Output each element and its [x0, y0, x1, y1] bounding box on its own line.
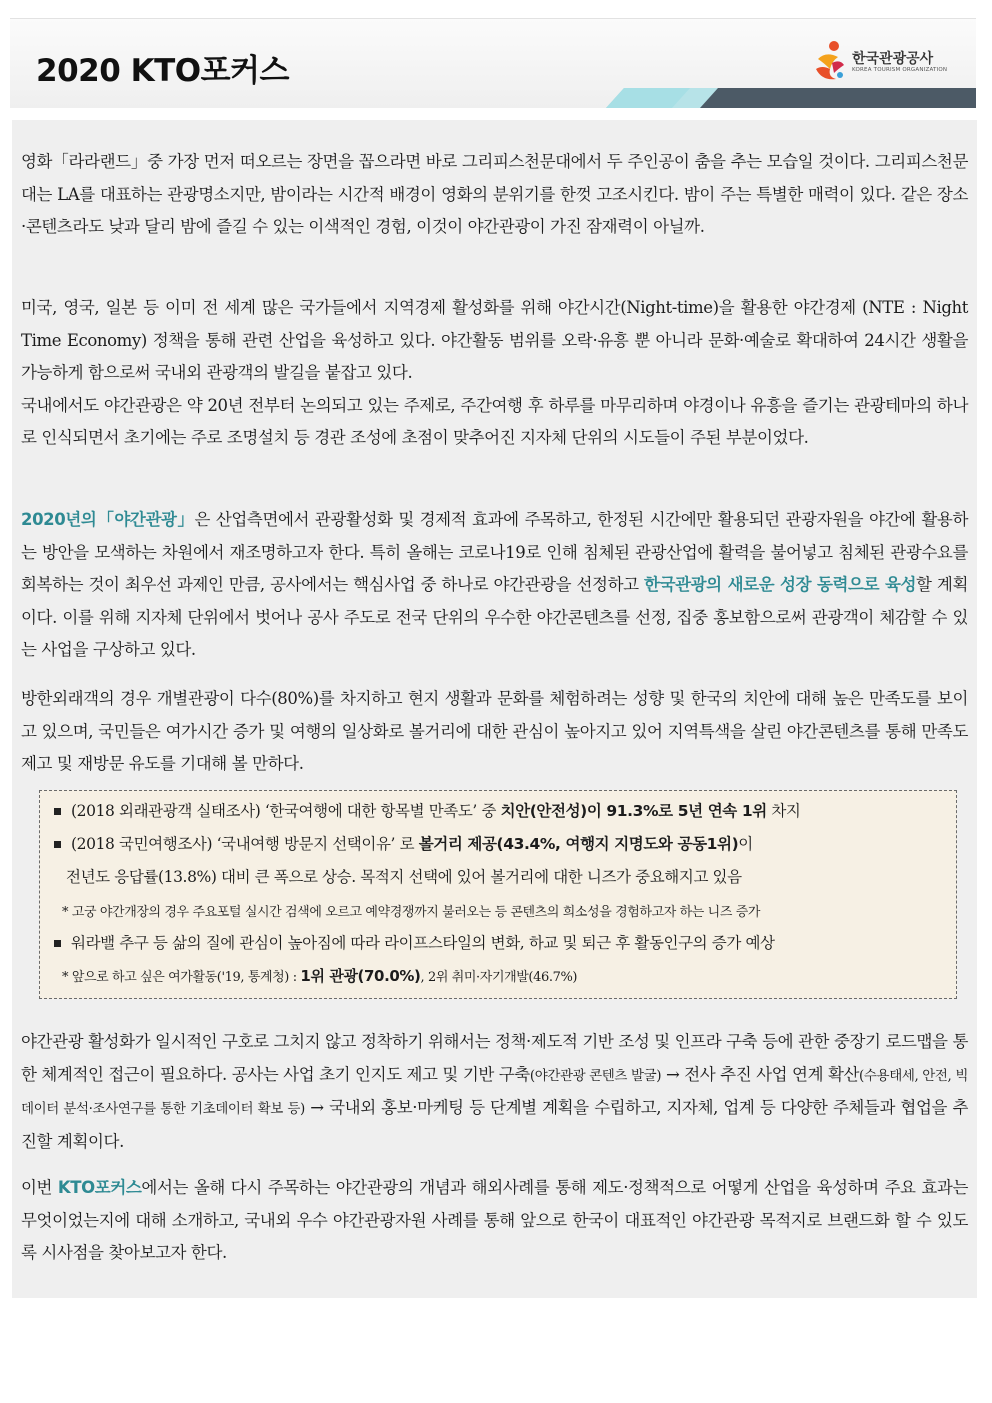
paragraph-night-economy-domestic: 국내에서도 야간관광은 약 20년 전부터 논의되고 있는 주제로, 주간여행 후 하루를 마무리하며 야경이나 유흥을 즐기는 관광테마의 하나로 인식되면서 초기에는 주로 조명설치 등 경관 조성에 초점이 맞추어진 지자체 단위의 시도들이 주된 부분이었다.: [21, 395, 968, 448]
box-item-attractions-cont: 전년도 응답률(13.8%) 대비 큰 폭으로 상승. 목적지 선택에 있어 볼거리에 대한 니즈가 중요해지고 있음: [66, 868, 742, 886]
box-item-attractions: (2018 국민여행조사) ‘국내여행 방문지 선택이유’ 로 볼거리 제공(43.4%, 여행지 지명도와 공동1위)이: [54, 832, 753, 854]
paragraph-visitor-trends: 방한외래객의 경우 개별관광이 다수(80%)를 차지하고 현지 생활과 문화를 체험하려는 성향 및 한국의 치안에 대해 높은 만족도를 보이고 있으며, 국민들은 여가시간 증가 및 여행의 일상화로 볼거리에 대한 관심이 높아지고 있어 지역특색을 살린 야간콘텐츠를 통해 만족도 제고 및 재방문 유도를 기대해 볼 만하다.: [21, 689, 968, 774]
paragraph-night-economy: [21, 292, 968, 455]
box-note-palace: * 고궁 야간개장의 경우 주요포털 실시간 검색에 오르고 예약경쟁까지 불러오는 등 콘텐츠의 희소성을 경험하고자 하는 니즈 증가: [62, 905, 761, 920]
header-accent-bar: [10, 88, 976, 108]
page-title: 2020 KTO포커스: [36, 53, 289, 89]
kto-logo-mark-icon: [812, 39, 848, 83]
highlight-2020-night-tourism: 2020년의「야간관광」: [21, 510, 195, 529]
statistics-box: [39, 790, 957, 999]
paragraph-kto-focus: 이번 KTO포커스에서는 올해 다시 주목하는 야간관광의 개념과 해외사례를 통해 제도·정책적으로 어떻게 산업을 육성하며 주요 효과는 무엇이었는지에 대해 소개하고, 국내외 우수 야간관광자원 사례를 통해 앞으로 한국이 대표적인 야간관광 목적지로 브랜드화 할 수 있도록 시사점을 찾아보고자 한다.: [21, 1178, 968, 1263]
paragraph-intro: 영화「라라랜드」중 가장 먼저 떠오르는 장면을 꼽으라면 바로 그리피스천문대에서 두 주인공이 춤을 추는 모습일 것이다. 그리피스천문대는 LA를 대표하는 관광명소지만, 밤이라는 시간적 배경이 영화의 분위기를 한껏 고조시킨다. 밤이 주는 특별한 매력이 있다. 같은 장소·콘텐츠라도 낮과 달리 밤에 즐길 수 있는 이색적인 경험, 이것이 야간관광이 가진 잠재력이 아닐까.: [21, 152, 968, 237]
box-item-worklife: 워라밸 추구 등 삶의 질에 관심이 높아짐에 따라 라이프스타일의 변화, 하교 및 퇴근 후 활동인구의 증가 예상: [54, 931, 775, 953]
page-header: [10, 18, 976, 108]
square-bullet-icon: [54, 808, 61, 815]
highlight-kto-focus: KTO포커스: [57, 1178, 142, 1197]
paragraph-night-economy-overseas: 미국, 영국, 일본 등 이미 전 세계 많은 국가들에서 지역경제 활성화를 위해 야간시간(Night-time)을 활용한 야간경제 (NTE : Night Time Economy) 정책을 통해 관련 산업을 육성하고 있다. 야간활동 범위를 오락·유흥 뿐 아니라 문화·예술로 확대하여 24시간 생활을 가능하게 함으로써 국내외 관광객의 발길을 붙잡고 있다.: [21, 298, 968, 383]
highlight-growth-engine: 한국관광의 새로운 성장 동력으로 육성: [644, 575, 917, 595]
square-bullet-icon: [54, 940, 61, 947]
box-note-leisure: * 앞으로 하고 싶은 여가활동('19, 통계청) : 1위 관광(70.0%), 2위 취미·자기개발(46.7%): [62, 967, 578, 985]
kto-logo: [812, 39, 952, 85]
logo-subtext: KOREA TOURISM ORGANIZATION: [852, 67, 948, 73]
logo-text: 한국관광공사: [852, 51, 934, 67]
square-bullet-icon: [54, 841, 61, 848]
paragraph-2020-plan: 2020년의「야간관광」은 산업측면에서 관광활성화 및 경제적 효과에 주목하고, 한정된 시간에만 활용되던 관광자원을 야간에 활용하는 방안을 모색하는 차원에서 재조명하고자 한다. 특히 올해는 코로나19로 인해 침체된 관광산업에 활력을 불어넣고 침체된 관광수요를 회복하는 것이 최우선 과제인 만큼, 공사에서는 핵심사업 중 하나로 야간관광을 선정하고 한국관광의 새로운 성장 동력으로 육성할 계획이다. 이를 위해 지자체 단위에서 벗어나 공사 주도로 전국 단위의 우수한 야간콘텐츠를 선정, 집중 홍보함으로써 관광객이 체감할 수 있는 사업을 구상하고 있다.: [21, 510, 968, 660]
box-item-safety: (2018 외래관광객 실태조사) ‘한국여행에 대한 항목별 만족도’ 중 치안(안전성)이 91.3%로 5년 연속 1위 차지: [54, 799, 800, 821]
article-body: [12, 120, 977, 1298]
paragraph-roadmap: 야간관광 활성화가 일시적인 구호로 그치지 않고 정착하기 위해서는 정책·제도적 기반 조성 및 인프라 구축 등에 관한 중장기 로드맵을 통한 체계적인 접근이 필요하다. 공사는 사업 초기 인지도 제고 및 기반 구축(야간관광 콘텐츠 발굴) → 전사 추진 사업 연계 확산(수용태세, 안전, 빅데이터 분석·조사연구를 통한 기초데이터 확보 등) → 국내외 홍보·마케팅 등 단계별 계획을 수립하고, 지자체, 업계 등 다양한 주체들과 협업을 추진할 계획이다.: [21, 1032, 968, 1151]
